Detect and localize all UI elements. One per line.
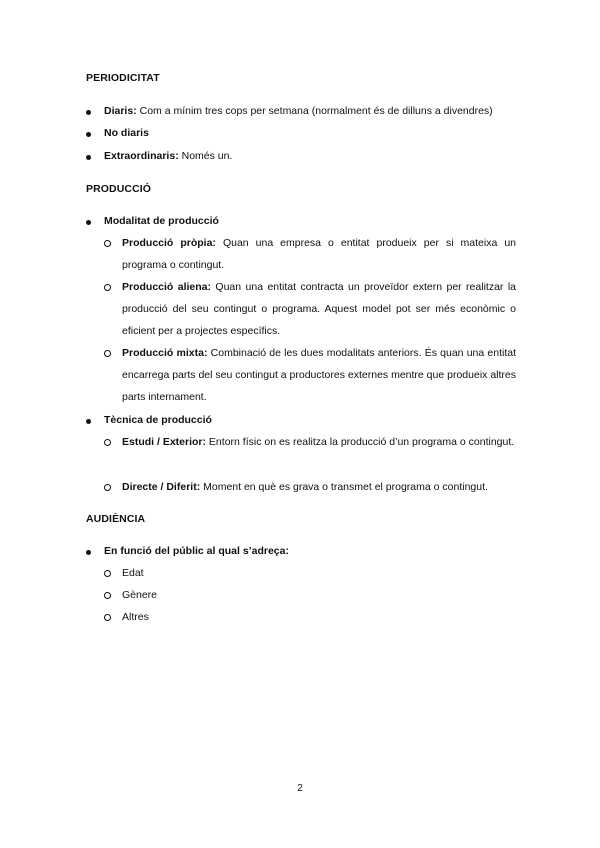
item-text: Quan una entitat contracta un proveïdor extern per realitzar la producció del seu contingut o programa. Aquest model pot ser més econòmic o eficient per a projectes específics.: [122, 281, 516, 337]
page-number: 2: [297, 783, 303, 794]
item-label: Producció pròpia:: [122, 237, 216, 249]
bullet-icon: [86, 155, 91, 160]
item-text: Com a mínim tres cops per setmana (normalment és de dilluns a divendres): [136, 105, 493, 117]
item-text: Gènere: [122, 589, 158, 601]
item-text: Altres: [122, 611, 149, 623]
bullet-icon: [86, 220, 91, 225]
circle-bullet-icon: [104, 614, 111, 621]
circle-bullet-icon: [104, 439, 111, 446]
item-label: Extraordinaris:: [104, 150, 179, 162]
item-label: Diaris:: [104, 105, 137, 117]
circle-bullet-icon: [104, 484, 111, 491]
section-heading-audiencia: AUDIÈNCIA: [86, 513, 146, 525]
circle-bullet-icon: [104, 592, 111, 599]
item-label: Producció mixta:: [122, 347, 208, 359]
circle-bullet-icon: [104, 570, 111, 577]
bullet-icon: [86, 132, 91, 137]
item-label: Directe / Diferit:: [122, 481, 201, 493]
item-text: Edat: [122, 567, 144, 579]
item-label: En funció del públic al qual s’adreça:: [104, 545, 289, 557]
item-text: Només un.: [178, 150, 233, 162]
item-label: Modalitat de producció: [104, 215, 219, 227]
circle-bullet-icon: [104, 350, 111, 357]
item-text: Quan una empresa o entitat produeix per si mateixa un programa o contingut.: [122, 237, 516, 271]
item-text: Moment en què es grava o transmet el programa o contingut.: [200, 481, 488, 493]
bullet-icon: [86, 550, 91, 555]
bullet-icon: [86, 419, 91, 424]
item-text: Entorn físic on es realitza la producció d’un programa o contingut.: [206, 436, 515, 448]
item-label: Estudi / Exterior:: [122, 436, 207, 448]
section-heading-periodicitat: PERIODICITAT: [86, 72, 160, 84]
circle-bullet-icon: [104, 240, 111, 247]
circle-bullet-icon: [104, 284, 111, 291]
item-label: No diaris: [104, 127, 149, 139]
item-label: Tècnica de producció: [104, 414, 212, 426]
bullet-icon: [86, 110, 91, 115]
item-label: Producció aliena:: [122, 281, 212, 293]
section-heading-produccio: PRODUCCIÓ: [86, 183, 152, 195]
item-text: Combinació de les dues modalitats anteriors. És quan una entitat encarrega parts del seu contingut a productores externes mentre que produeix altres parts internament.: [122, 347, 517, 403]
